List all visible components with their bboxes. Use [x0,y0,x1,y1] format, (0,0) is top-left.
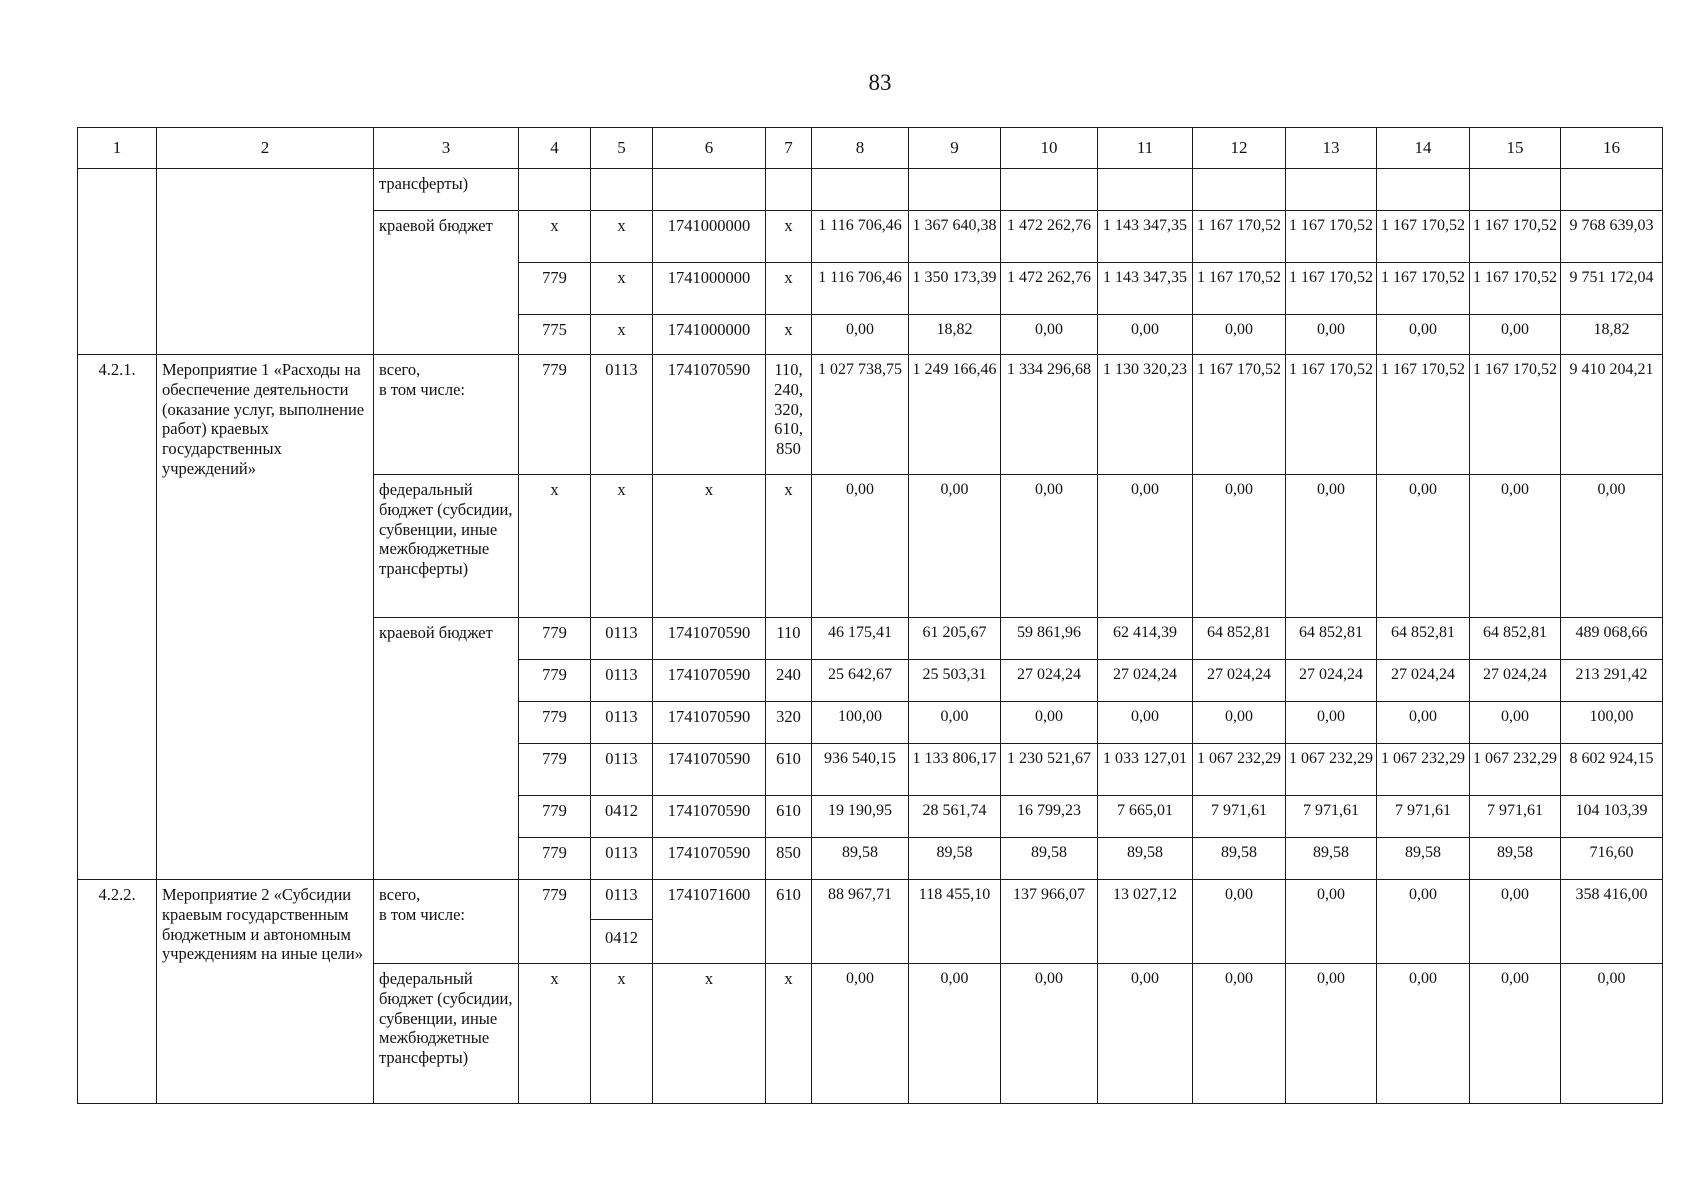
cell-value: 1 116 706,46 [812,211,909,263]
cell-value: 0,00 [1001,964,1098,1104]
cell-c5: 0113 [591,702,653,744]
cell-value: 0,00 [1098,964,1193,1104]
header-cell: 8 [812,128,909,169]
cell-value: 1 067 232,29 [1470,744,1561,796]
cell-value: 0,00 [1286,702,1377,744]
cell-value: 59 861,96 [1001,618,1098,660]
cell-value: 1 167 170,52 [1470,263,1561,315]
cell-c5 [591,169,653,211]
cell-total: 489 068,66 [1561,618,1663,660]
cell-c7: х [766,263,812,315]
cell-c7: х [766,211,812,263]
cell-value: 89,58 [812,838,909,880]
cell-value: 27 024,24 [1377,660,1470,702]
cell-value: 27 024,24 [1098,660,1193,702]
cell-c7: 110 [766,618,812,660]
cell-value: 27 024,24 [1001,660,1098,702]
cell-value: 28 561,74 [909,796,1001,838]
cell-c4: 779 [519,744,591,796]
cell-c7: 610 [766,880,812,964]
cell-code: 4.2.2. [78,880,157,1104]
cell-value: 1 067 232,29 [1377,744,1470,796]
cell-c4: 779 [519,660,591,702]
header-cell: 3 [374,128,519,169]
cell-value [1001,169,1098,211]
cell-value: 0,00 [909,964,1001,1104]
header-cell: 16 [1561,128,1663,169]
cell-c5: 0113 [591,838,653,880]
cell-value: 89,58 [1286,838,1377,880]
cell-c6: 1741070590 [653,702,766,744]
cell-value: 1 130 320,23 [1098,355,1193,475]
cell-total: 100,00 [1561,702,1663,744]
budget-table [77,127,1663,1104]
cell-value: 0,00 [1470,880,1561,964]
cell-value: 1 167 170,52 [1286,211,1377,263]
cell-c4: х [519,475,591,618]
cell-c6: 1741071600 [653,880,766,964]
cell-value: 64 852,81 [1286,618,1377,660]
cell-value: 1 067 232,29 [1193,744,1286,796]
cell-value: 88 967,71 [812,880,909,964]
cell-value: 1 167 170,52 [1193,355,1286,475]
cell-value: 0,00 [1286,315,1377,355]
cell-value: 0,00 [1098,475,1193,618]
cell-c4: 779 [519,618,591,660]
cell-c6: х [653,964,766,1104]
cell-value: 1 133 806,17 [909,744,1001,796]
header-cell: 12 [1193,128,1286,169]
cell-c6: 1741070590 [653,355,766,475]
header-cell: 5 [591,128,653,169]
cell-value: 0,00 [1098,315,1193,355]
cell-c4: 779 [519,838,591,880]
cell-value: 1 472 262,76 [1001,211,1098,263]
cell-value: 0,00 [1377,702,1470,744]
cell-value: 18,82 [909,315,1001,355]
cell-c6: 1741000000 [653,315,766,355]
cell-value: 89,58 [909,838,1001,880]
cell-c7: х [766,315,812,355]
cell-c5: х [591,475,653,618]
header-cell: 2 [157,128,374,169]
cell-c7 [766,169,812,211]
cell-value: 46 175,41 [812,618,909,660]
cell-value: 1 167 170,52 [1470,211,1561,263]
cell-value: 7 971,61 [1470,796,1561,838]
cell-c6: 1741000000 [653,211,766,263]
cell-value: 0,00 [1470,315,1561,355]
header-cell: 9 [909,128,1001,169]
cell-value: 0,00 [1193,964,1286,1104]
cell-value: 16 799,23 [1001,796,1098,838]
cell-value: 137 966,07 [1001,880,1098,964]
cell-value: 25 503,31 [909,660,1001,702]
cell-value: 1 167 170,52 [1377,355,1470,475]
cell-c6 [653,169,766,211]
cell-value: 1 472 262,76 [1001,263,1098,315]
table-row [78,880,1663,964]
cell-total: 0,00 [1561,475,1663,618]
cell-value: 0,00 [909,702,1001,744]
cell-name [157,169,374,355]
cell-c7: 850 [766,838,812,880]
cell-value [1193,169,1286,211]
cell-value: 89,58 [1001,838,1098,880]
cell-value: 0,00 [1001,702,1098,744]
cell-value: 89,58 [1377,838,1470,880]
cell-c5: х [591,211,653,263]
header-cell: 7 [766,128,812,169]
cell-value: 1 167 170,52 [1286,355,1377,475]
cell-value: 64 852,81 [1377,618,1470,660]
cell-name: Мероприятие 2 «Субсидии краевым государственным бюджетным и автономным учреждениям на иные цели» [157,880,374,1104]
cell-value: 19 190,95 [812,796,909,838]
cell-value: 27 024,24 [1193,660,1286,702]
cell-c6: 1741070590 [653,618,766,660]
cell-total: 0,00 [1561,964,1663,1104]
cell-c4: 779 [519,355,591,475]
cell-total: 9 751 172,04 [1561,263,1663,315]
cell-total: 9 768 639,03 [1561,211,1663,263]
cell-value: 0,00 [1193,475,1286,618]
cell-c5: 0113 [591,660,653,702]
cell-total: 716,60 [1561,838,1663,880]
cell-value: 1 167 170,52 [1193,263,1286,315]
cell-value: 7 971,61 [1286,796,1377,838]
cell-value: 1 167 170,52 [1193,211,1286,263]
cell-source: всего, в том числе: [374,880,519,964]
cell-c7: 610 [766,744,812,796]
cell-total: 358 416,00 [1561,880,1663,964]
cell-value: 1 167 170,52 [1286,263,1377,315]
header-cell: 11 [1098,128,1193,169]
header-row [78,128,1663,169]
cell-value: 1 350 173,39 [909,263,1001,315]
cell-code: 4.2.1. [78,355,157,880]
cell-c5-bottom: 0412 [605,928,638,947]
cell-value: 64 852,81 [1193,618,1286,660]
cell-total [1561,169,1663,211]
cell-c7: 240 [766,660,812,702]
cell-value [1286,169,1377,211]
cell-source: краевой бюджет [374,211,519,355]
cell-value: 0,00 [1001,315,1098,355]
cell-c7: х [766,964,812,1104]
cell-value: 1 116 706,46 [812,263,909,315]
table-row [78,355,1663,475]
cell-source: федеральный бюджет (субсидии, субвенции, иные межбюджетные трансферты) [374,964,519,1104]
cell-value [1470,169,1561,211]
cell-value: 27 024,24 [1470,660,1561,702]
header-cell: 4 [519,128,591,169]
cell-value: 0,00 [1377,964,1470,1104]
cell-total: 8 602 924,15 [1561,744,1663,796]
cell-c5: х [591,315,653,355]
cell-value: 13 027,12 [1098,880,1193,964]
header-cell: 6 [653,128,766,169]
header-cell: 13 [1286,128,1377,169]
cell-c7: 320 [766,702,812,744]
cell-value: 1 167 170,52 [1470,355,1561,475]
cell-value: 7 971,61 [1193,796,1286,838]
cell-source: краевой бюджет [374,618,519,880]
cell-value: 64 852,81 [1470,618,1561,660]
cell-c4: х [519,211,591,263]
cell-value: 0,00 [1193,702,1286,744]
cell-c6: 1741070590 [653,796,766,838]
cell-value: 25 642,67 [812,660,909,702]
cell-c7: 110, 240, 320, 610, 850 [766,355,812,475]
cell-value: 0,00 [1286,475,1377,618]
cell-total: 18,82 [1561,315,1663,355]
page-number: 83 [868,70,892,95]
cell-c6: 1741070590 [653,744,766,796]
cell-value: 89,58 [1098,838,1193,880]
cell-value: 1 334 296,68 [1001,355,1098,475]
cell-value: 0,00 [1193,880,1286,964]
cell-value: 0,00 [1286,880,1377,964]
cell-value: 0,00 [812,475,909,618]
cell-value: 7 971,61 [1377,796,1470,838]
cell-value: 0,00 [1377,880,1470,964]
cell-value [1377,169,1470,211]
cell-value: 0,00 [1098,702,1193,744]
cell-value: 1 249 166,46 [909,355,1001,475]
cell-c7: 610 [766,796,812,838]
cell-value: 1 067 232,29 [1286,744,1377,796]
cell-c4: 779 [519,796,591,838]
cell-value: 62 414,39 [1098,618,1193,660]
cell-value: 936 540,15 [812,744,909,796]
cell-c6: 1741070590 [653,838,766,880]
cell-c6: 1741000000 [653,263,766,315]
header-cell: 14 [1377,128,1470,169]
cell-value: 27 024,24 [1286,660,1377,702]
cell-value: 1 027 738,75 [812,355,909,475]
cell-c5: 0412 [591,796,653,838]
cell-value: 89,58 [1470,838,1561,880]
cell-c5 [591,880,653,964]
cell-value: 1 143 347,35 [1098,211,1193,263]
cell-source: федеральный бюджет (субсидии, субвенции, иные межбюджетные трансферты) [374,475,519,618]
cell-value: 1 167 170,52 [1377,263,1470,315]
cell-c5: х [591,263,653,315]
cell-value: 1 167 170,52 [1377,211,1470,263]
cell-value [909,169,1001,211]
cell-name: Мероприятие 1 «Расходы на обеспечение деятельности (оказание услуг, выполнение работ) краевых государственных учреждений» [157,355,374,880]
cell-value: 0,00 [1377,475,1470,618]
cell-value: 7 665,01 [1098,796,1193,838]
header-cell: 1 [78,128,157,169]
header-cell: 10 [1001,128,1098,169]
cell-value: 0,00 [1377,315,1470,355]
cell-value: 0,00 [909,475,1001,618]
cell-total: 104 103,39 [1561,796,1663,838]
header-cell: 15 [1470,128,1561,169]
cell-c5: 0113 [591,355,653,475]
cell-c4: х [519,964,591,1104]
cell-c4: 775 [519,315,591,355]
cell-value: 1 230 521,67 [1001,744,1098,796]
cell-value: 1 033 127,01 [1098,744,1193,796]
cell-value: 0,00 [1286,964,1377,1104]
cell-c4 [519,169,591,211]
cell-value: 0,00 [1193,315,1286,355]
cell-c6: х [653,475,766,618]
cell-value: 89,58 [1193,838,1286,880]
cell-c6: 1741070590 [653,660,766,702]
cell-c4: 779 [519,702,591,744]
cell-c5: 0113 [591,618,653,660]
cell-c4: 779 [519,263,591,315]
cell-value: 0,00 [812,964,909,1104]
cell-value: 0,00 [1470,964,1561,1104]
cell-value: 100,00 [812,702,909,744]
cell-source: трансферты) [374,169,519,211]
cell-c5: х [591,964,653,1104]
cell-value: 0,00 [1470,475,1561,618]
cell-value: 1 143 347,35 [1098,263,1193,315]
table-row [78,169,1663,211]
cell-value: 118 455,10 [909,880,1001,964]
cell-value: 1 367 640,38 [909,211,1001,263]
cell-c7: х [766,475,812,618]
cell-value [1098,169,1193,211]
cell-source: всего, в том числе: [374,355,519,475]
cell-value: 61 205,67 [909,618,1001,660]
cell-value: 0,00 [812,315,909,355]
cell-total: 213 291,42 [1561,660,1663,702]
cell-value: 0,00 [1001,475,1098,618]
cell-code [78,169,157,355]
cell-value [812,169,909,211]
cell-c5-top: 0113 [591,880,652,920]
cell-c4: 779 [519,880,591,964]
cell-total: 9 410 204,21 [1561,355,1663,475]
cell-c5: 0113 [591,744,653,796]
cell-value: 0,00 [1470,702,1561,744]
